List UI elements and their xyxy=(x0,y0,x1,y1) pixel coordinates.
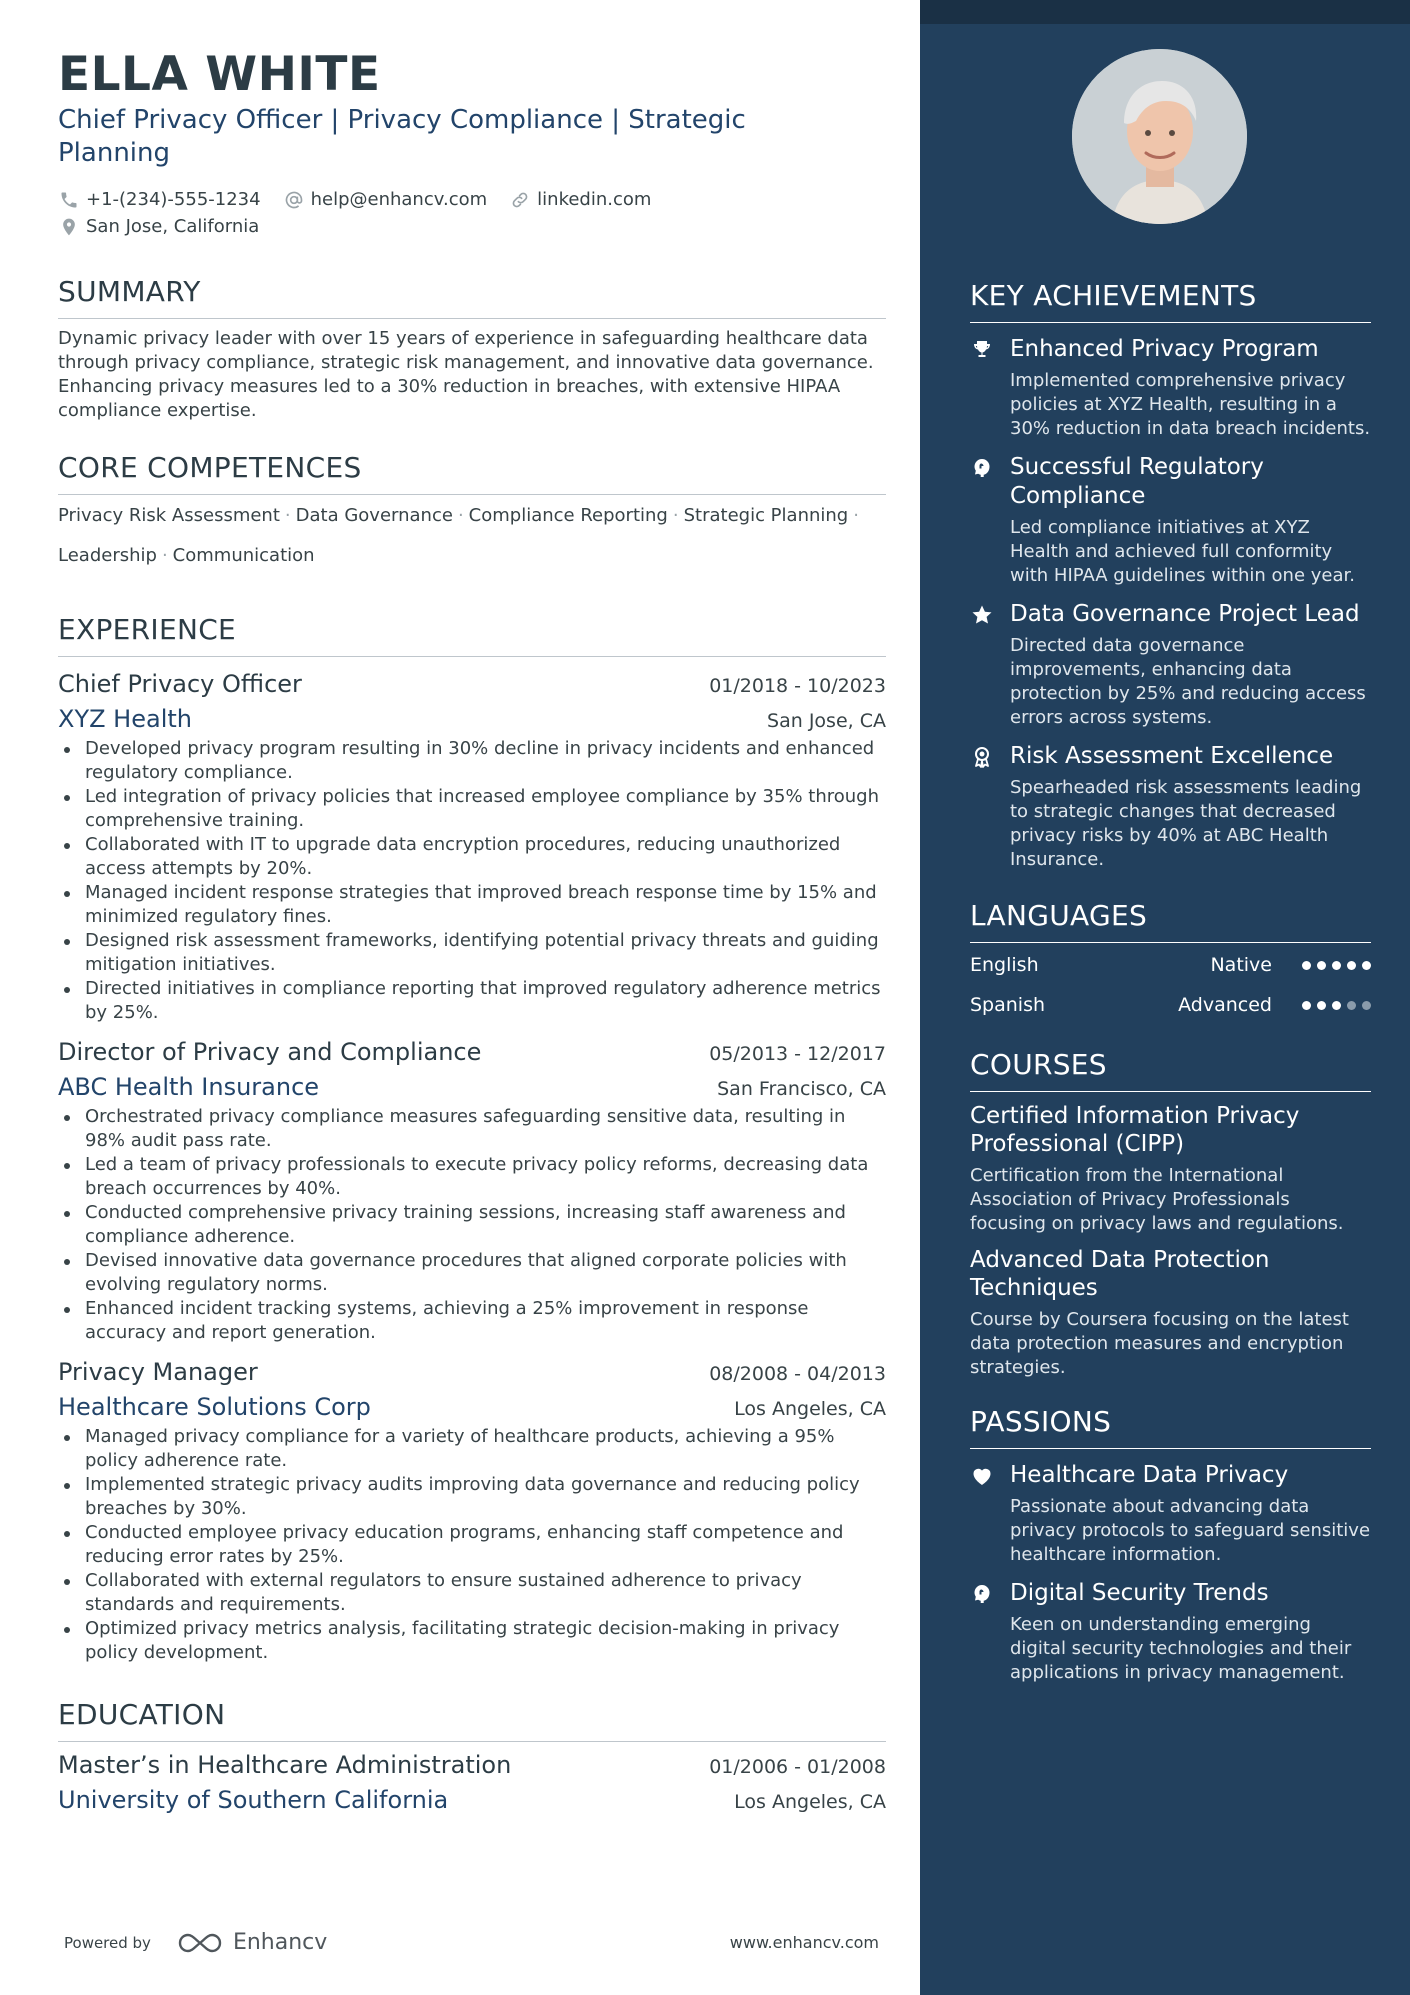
achievement-item xyxy=(970,600,1371,730)
courses-section xyxy=(970,1047,1371,1380)
language-name: Spanish xyxy=(970,994,1046,1016)
achievement-title: Enhanced Privacy Program xyxy=(1010,336,1319,362)
rating-dot xyxy=(1302,961,1311,970)
education-title: EDUCATION xyxy=(58,1697,886,1742)
language-item xyxy=(970,945,1371,985)
course-title: Advanced Data Protection Techniques xyxy=(970,1247,1270,1301)
main-column xyxy=(58,48,886,1818)
achievement-item xyxy=(970,453,1371,588)
experience-section xyxy=(58,612,886,1665)
job-entry xyxy=(58,1035,886,1345)
passion-desc: Keen on understanding emerging digital security technologies and their applications in privacy management. xyxy=(1010,1614,1352,1683)
achievement-desc: Implemented comprehensive privacy policies at XYZ Health, resulting in a 30% reduction in data breach incidents. xyxy=(1010,370,1371,439)
candidate-name: ELLA WHITE xyxy=(58,47,381,102)
rating-dot xyxy=(1317,1001,1326,1010)
summary-title: SUMMARY xyxy=(58,274,886,319)
job-title: Director of Privacy and Compliance xyxy=(58,1038,482,1066)
bullet-item: Conducted employee privacy education programs, enhancing staff competence and reducing error rates by 25%. xyxy=(58,1521,886,1569)
job-location: Los Angeles, CA xyxy=(734,1398,886,1420)
job-location: San Francisco, CA xyxy=(717,1078,886,1100)
rating-dot xyxy=(1347,1001,1356,1010)
job-entry xyxy=(58,667,886,1025)
job-bullets xyxy=(58,1105,886,1345)
school-name: University of Southern California xyxy=(58,1786,449,1814)
powered-by xyxy=(64,1930,327,1955)
summary-text: Dynamic privacy leader with over 15 years of experience in safeguarding healthcare data through privacy compliance, strategic risk management, and innovative data governance. Enhancing privacy measures led to a 30% reduction in breaches, with extensive HIPAA compliance expertise. xyxy=(58,328,874,421)
phone-icon xyxy=(58,189,80,211)
course-desc: Course by Coursera focusing on the latest data protection measures and encryption strategies. xyxy=(970,1309,1349,1378)
passions-title: PASSIONS xyxy=(970,1404,1371,1449)
language-level: Advanced xyxy=(1178,994,1272,1016)
trophy-icon xyxy=(970,335,1010,441)
passion-title: Healthcare Data Privacy xyxy=(1010,1462,1289,1488)
competence-item: Strategic Planning xyxy=(683,505,849,526)
competence-item: Privacy Risk Assessment xyxy=(58,505,280,526)
school-location: Los Angeles, CA xyxy=(734,1791,886,1813)
competence-item: Leadership xyxy=(58,545,157,566)
heart-icon xyxy=(970,1461,1010,1567)
footer-website[interactable]: www.enhancv.com xyxy=(729,1933,879,1952)
rating-dot xyxy=(1317,961,1326,970)
bullet-item: Enhanced incident tracking systems, achieving a 25% improvement in response accuracy and report generation. xyxy=(58,1297,886,1345)
bullet-item: Managed incident response strategies that improved breach response time by 15% and minimized regulatory fines. xyxy=(58,881,886,929)
phone-text: +1-(234)-555-1234 xyxy=(86,189,261,210)
location-contact xyxy=(58,216,259,238)
achievements-section xyxy=(970,278,1371,872)
achievement-desc: Spearheaded risk assessments leading to strategic changes that decreased privacy risks by 40% at ABC Health Insurance. xyxy=(1010,777,1362,870)
powered-by-label: Powered by xyxy=(64,1933,151,1952)
company-name: ABC Health Insurance xyxy=(58,1073,320,1101)
degree-name: Master’s in Healthcare Administration xyxy=(58,1751,512,1779)
job-title: Chief Privacy Officer xyxy=(58,670,302,698)
bullet-item: Managed privacy compliance for a variety of healthcare products, achieving a 95% policy adherence rate. xyxy=(58,1425,886,1473)
phone-contact[interactable] xyxy=(58,189,261,211)
course-title: Certified Information Privacy Professional (CIPP) xyxy=(970,1103,1300,1157)
course-desc: Certification from the International Association of Privacy Professionals focusing on privacy laws and regulations. xyxy=(970,1165,1344,1234)
rating-dot xyxy=(1362,961,1371,970)
job-dates: 08/2008 - 04/2013 xyxy=(709,1363,886,1385)
achievement-desc: Led compliance initiatives at XYZ Health and achieved full conformity with HIPAA guidelines within one year. xyxy=(1010,517,1355,586)
company-name: XYZ Health xyxy=(58,705,192,733)
education-section xyxy=(58,1697,886,1818)
bullet-item: Collaborated with external regulators to ensure sustained adherence to privacy standards and requirements. xyxy=(58,1569,886,1617)
passion-item xyxy=(970,1461,1371,1567)
bullet-item: Optimized privacy metrics analysis, facilitating strategic decision-making in privacy policy development. xyxy=(58,1617,886,1665)
achievement-item xyxy=(970,742,1371,872)
competences-title: CORE COMPETENCES xyxy=(58,450,886,495)
brand-name: Enhancv xyxy=(232,1930,328,1955)
job-entry xyxy=(58,1355,886,1665)
job-dates: 01/2018 - 10/2023 xyxy=(709,675,886,697)
competence-item: Compliance Reporting xyxy=(468,505,668,526)
contact-info xyxy=(58,186,886,240)
achievement-item xyxy=(970,335,1371,441)
experience-title: EXPERIENCE xyxy=(58,612,886,657)
rating-dot xyxy=(1362,1001,1371,1010)
bullet-item: Designed risk assessment frameworks, identifying potential privacy threats and guiding mitigation initiatives. xyxy=(58,929,886,977)
competence-item: Communication xyxy=(172,545,315,566)
rating-dot xyxy=(1347,961,1356,970)
job-dates: 05/2013 - 12/2017 xyxy=(709,1043,886,1065)
location-text: San Jose, California xyxy=(86,216,260,237)
bullet-item: Devised innovative data governance procedures that aligned corporate policies with evolving regulatory norms. xyxy=(58,1249,886,1297)
enhancv-logo-icon xyxy=(177,1931,223,1955)
summary-section xyxy=(58,274,886,423)
achievement-title: Data Governance Project Lead xyxy=(1010,601,1360,627)
passion-desc: Passionate about advancing data privacy protocols to safeguard sensitive healthcare information. xyxy=(1010,1496,1371,1565)
bullet-item: Developed privacy program resulting in 30% decline in privacy incidents and enhanced regulatory compliance. xyxy=(58,737,886,785)
job-title: Privacy Manager xyxy=(58,1358,258,1386)
sidebar-content xyxy=(970,278,1371,1685)
email-contact[interactable] xyxy=(283,189,488,211)
bullet-item: Directed initiatives in compliance reporting that improved regulatory adherence metrics by 25%. xyxy=(58,977,886,1025)
education-dates: 01/2006 - 01/2008 xyxy=(709,1756,886,1778)
rating-dot xyxy=(1332,1001,1341,1010)
sidebar xyxy=(920,0,1410,1995)
passion-item xyxy=(970,1579,1371,1685)
language-item xyxy=(970,985,1371,1025)
brain-icon xyxy=(970,1579,1010,1685)
rating-dot xyxy=(1332,961,1341,970)
bullet-item: Orchestrated privacy compliance measures safeguarding sensitive data, resulting in 98% audit pass rate. xyxy=(58,1105,886,1153)
languages-title: LANGUAGES xyxy=(970,898,1371,943)
achievement-title: Risk Assessment Excellence xyxy=(1010,743,1334,769)
achievement-desc: Directed data governance improvements, enhancing data protection by 25% and reducing access errors across systems. xyxy=(1010,635,1366,728)
location-pin-icon xyxy=(58,216,80,238)
language-rating xyxy=(1302,961,1371,970)
footer xyxy=(64,1930,879,1955)
brand-logo[interactable] xyxy=(177,1930,327,1955)
competences-section xyxy=(58,450,886,576)
brain-icon xyxy=(970,453,1010,588)
link-icon xyxy=(509,189,531,211)
profile-photo xyxy=(1072,49,1247,224)
achievements-title: KEY ACHIEVEMENTS xyxy=(970,278,1371,323)
star-icon xyxy=(970,600,1010,730)
job-location: San Jose, CA xyxy=(767,710,886,732)
course-item xyxy=(970,1102,1371,1236)
bullet-item: Implemented strategic privacy audits improving data governance and reducing policy breaches by 30%. xyxy=(58,1473,886,1521)
sidebar-top-band xyxy=(920,0,1410,24)
passion-title: Digital Security Trends xyxy=(1010,1580,1269,1606)
company-name: Healthcare Solutions Corp xyxy=(58,1393,371,1421)
email-text: help@enhancv.com xyxy=(310,189,488,210)
language-name: English xyxy=(970,954,1039,976)
rating-dot xyxy=(1302,1001,1311,1010)
bullet-item: Conducted comprehensive privacy training sessions, increasing staff awareness and compliance adherence. xyxy=(58,1201,886,1249)
bullet-item: Led a team of privacy professionals to execute privacy policy reforms, decreasing data breach occurrences by 40%. xyxy=(58,1153,886,1201)
competences-list: Privacy Risk Assessment · Data Governance · Compliance Reporting · Strategic Planning · Leadership · Communication xyxy=(58,505,859,566)
website-contact[interactable] xyxy=(509,189,651,211)
job-bullets xyxy=(58,1425,886,1665)
bullet-item: Led integration of privacy policies that increased employee compliance by 35% through comprehensive training. xyxy=(58,785,886,833)
course-item xyxy=(970,1246,1371,1380)
passions-section xyxy=(970,1404,1371,1685)
website-text: linkedin.com xyxy=(537,189,652,210)
achievement-title: Successful Regulatory Compliance xyxy=(1010,454,1264,509)
language-level: Native xyxy=(1210,954,1272,976)
medal-icon xyxy=(970,742,1010,872)
languages-section xyxy=(970,898,1371,1025)
language-rating xyxy=(1302,1001,1371,1010)
courses-title: COURSES xyxy=(970,1047,1371,1092)
job-bullets xyxy=(58,737,886,1025)
bullet-item: Collaborated with IT to upgrade data encryption procedures, reducing unauthorized access attempts by 20%. xyxy=(58,833,886,881)
at-icon xyxy=(283,189,305,211)
competence-item: Data Governance xyxy=(295,505,453,526)
headline: Chief Privacy Officer | Privacy Compliance | Strategic Planning xyxy=(58,105,746,168)
